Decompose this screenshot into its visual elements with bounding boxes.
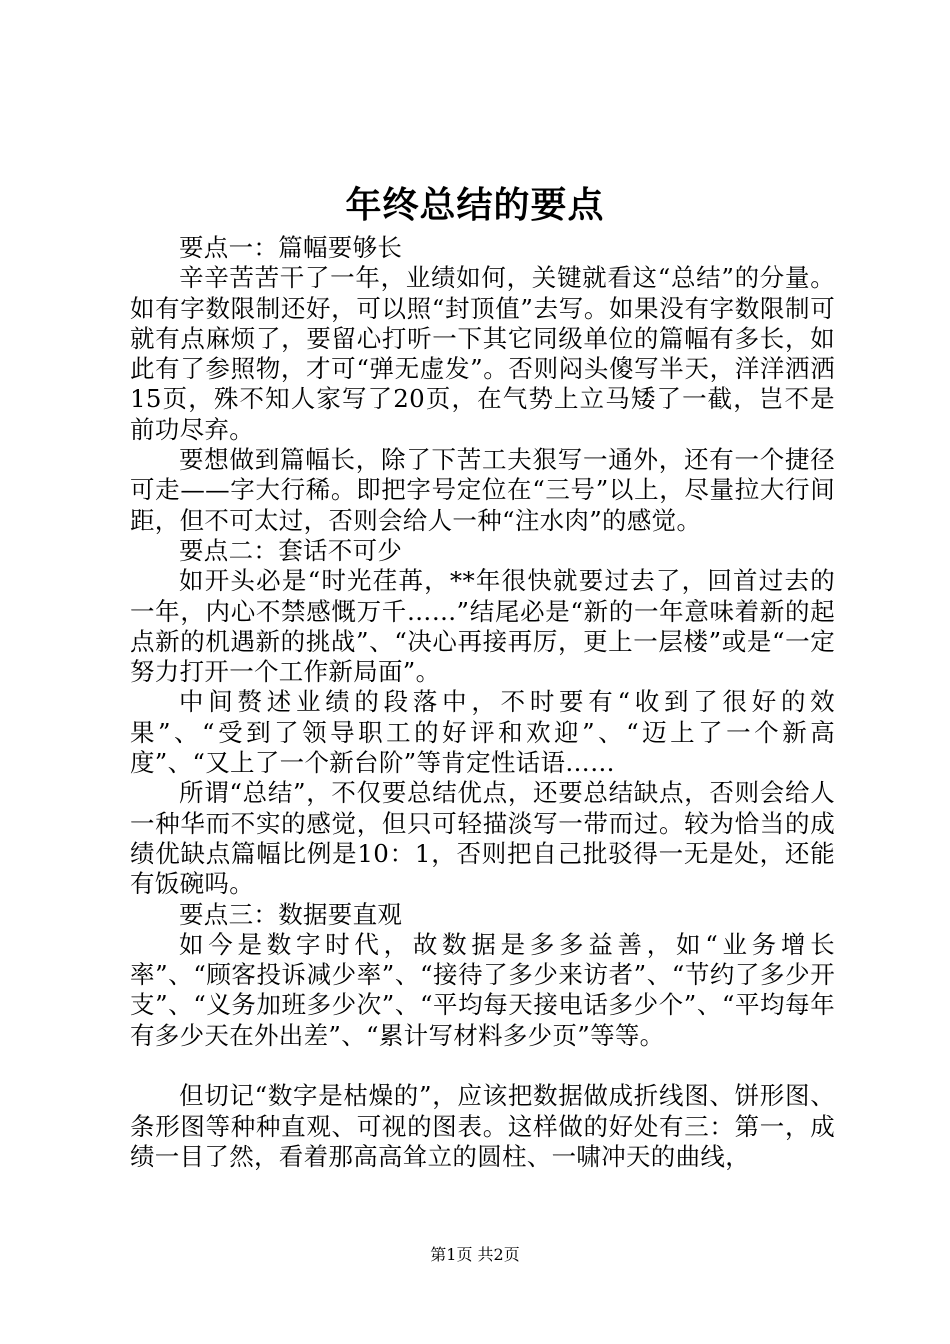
paragraph: 如今是数字时代，故数据是多多益善，如“业务增长率”、“顾客投诉减少率”、“接待了多少来访者”、“节约了多少开支”、“义务加班多少次”、“平均每天接电话多少个”、“平均每年有多少天在外出差”、“累计写材料多少页”等等。 [130, 929, 835, 1050]
section-heading-3: 要点三：数据要直观 [179, 899, 403, 929]
document-body [130, 233, 835, 1172]
paragraph: 辛辛苦苦干了一年，业绩如何，关键就看这“总结”的分量。如有字数限制还好，可以照“封顶值”去写。如果没有字数限制可就有点麻烦了，要留心打听一下其它同级单位的篇幅有多长，如此有了参照物，才可“弹无虚发”。否则闷头傻写半天，洋洋洒洒15页，殊不知人家写了20页，在气势上立马矮了一截，岂不是前功尽弃。 [130, 263, 835, 444]
page-title: 年终总结的要点 [345, 185, 605, 226]
paragraph: 所谓“总结”，不仅要总结优点，还要总结缺点，否则会给人一种华而不实的感觉，但只可轻描淡写一带而过。较为恰当的成绩优缺点篇幅比例是10：1，否则把自己批驳得一无是处，还能有饭碗吗。 [130, 778, 835, 899]
paragraph: 但切记“数字是枯燥的”，应该把数据做成折线图、饼形图、条形图等种种直观、可视的图表。这样做的好处有三：第一，成绩一目了然，看着那高高耸立的圆柱、一啸冲天的曲线， [130, 1081, 835, 1171]
paragraph: 要想做到篇幅长，除了下苦工夫狠写一通外，还有一个捷径可走——字大行稀。即把字号定位在“三号”以上，尽量拉大行间距，但不可太过，否则会给人一种“注水肉”的感觉。 [130, 445, 835, 535]
paragraph: 如开头必是“时光荏苒，**年很快就要过去了，回首过去的一年，内心不禁感慨万千……”结尾必是“新的一年意味着新的起点新的机遇新的挑战”、“决心再接再厉，更上一层楼”或是“一定努力打开一个工作新局面”。 [130, 566, 835, 687]
section-heading-2: 要点二：套话不可少 [179, 535, 403, 565]
paragraph: 中间赘述业绩的段落中，不时要有“收到了很好的效果”、“受到了领导职工的好评和欢迎”、“迈上了一个新高度”、“又上了一个新台阶”等肯定性话语…… [130, 687, 835, 778]
page-footer: 第1页 共2页 [430, 1245, 520, 1264]
blank-line [130, 1051, 835, 1081]
section-heading-1: 要点一：篇幅要够长 [179, 233, 403, 262]
